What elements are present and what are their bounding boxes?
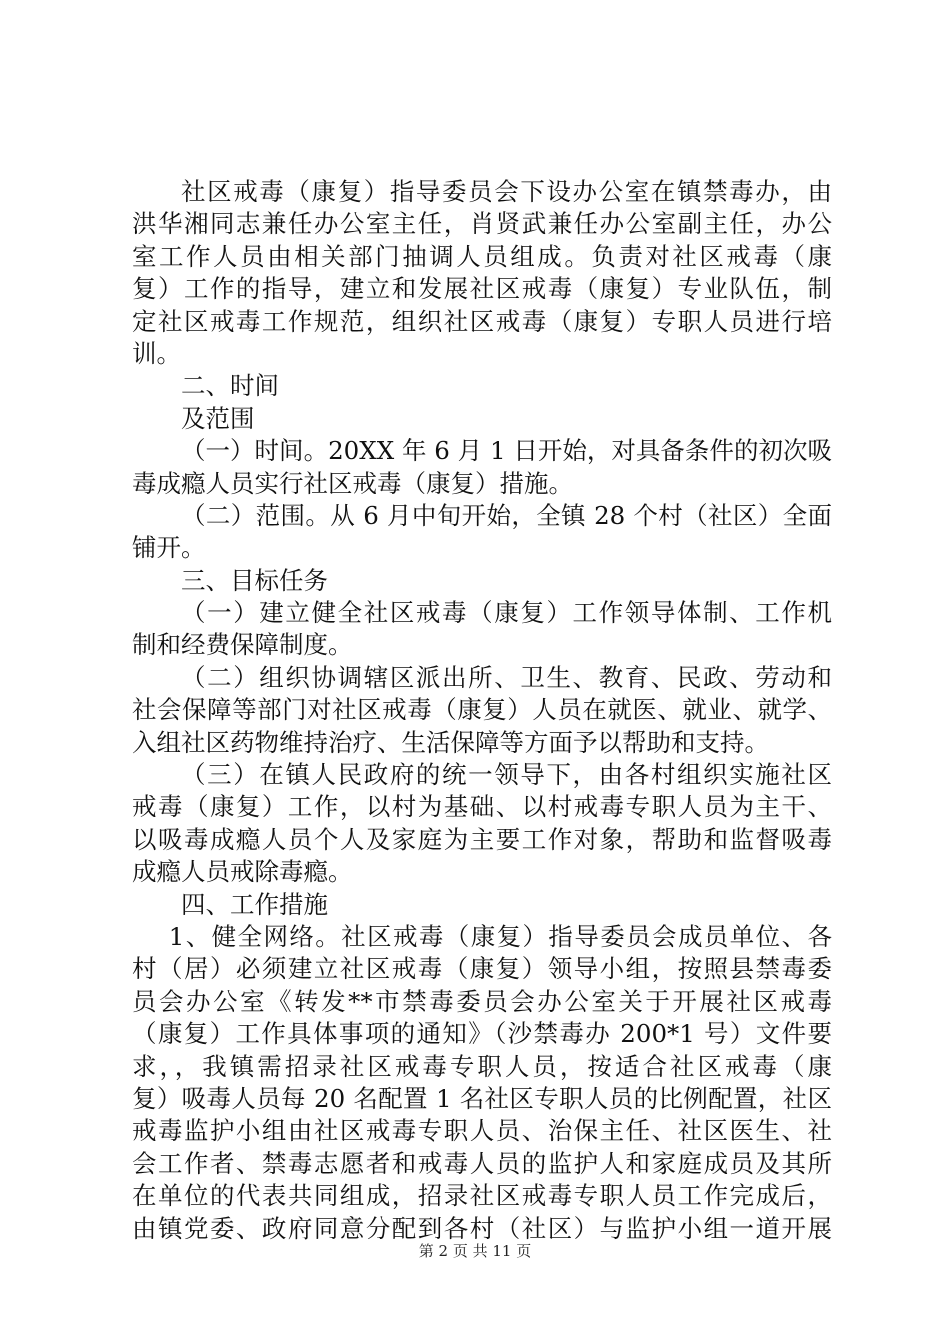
text-line: 成瘾人员戒除毒瘾。 <box>132 857 353 887</box>
text-line: （康复）工作具体事项的通知》（沙禁毒办 200*1 号）文件要 <box>132 1019 832 1049</box>
text-line: 室工作人员由相关部门抽调人员组成。负责对社区戒毒（康 <box>132 241 832 271</box>
text-line: 洪华湘同志兼任办公室主任，肖贤武兼任办公室副主任，办公 <box>132 209 832 239</box>
text-line: （二）范围。从 6 月中旬开始，全镇 28 个村（社区）全面 <box>181 500 832 530</box>
document-body <box>132 176 832 1245</box>
text-line: 制和经费保障制度。 <box>132 630 353 660</box>
text-line: 二、时间 <box>181 371 279 401</box>
text-line: 毒成瘾人员实行社区戒毒（康复）措施。 <box>132 468 573 498</box>
text-line: （一）时间。20XX 年 6 月 1 日开始，对具备条件的初次吸 <box>181 436 832 466</box>
text-line: 以吸毒成瘾人员个人及家庭为主要工作对象，帮助和监督吸毒 <box>132 824 832 854</box>
text-line: 员会办公室《转发**市禁毒委员会办公室关于开展社区戒毒 <box>132 986 832 1016</box>
text-line: 在单位的代表共同组成，招录社区戒毒专职人员工作完成后， <box>132 1181 832 1211</box>
text-line: （三）在镇人民政府的统一领导下，由各村组织实施社区 <box>181 760 832 790</box>
text-line: 三、目标任务 <box>181 565 328 595</box>
text-line: 求，，我镇需招录社区戒毒专职人员，按适合社区戒毒（康 <box>132 1051 832 1081</box>
text-line: 定社区戒毒工作规范，组织社区戒毒（康复）专职人员进行培 <box>132 306 832 336</box>
text-line: 复）工作的指导，建立和发展社区戒毒（康复）专业队伍，制 <box>132 274 832 304</box>
text-line: 入组社区药物维持治疗、生活保障等方面予以帮助和支持。 <box>132 727 769 757</box>
text-line: 社会保障等部门对社区戒毒（康复）人员在就医、就业、就学、 <box>132 695 832 725</box>
text-line: 铺开。 <box>132 533 206 563</box>
text-line: （一）建立健全社区戒毒（康复）工作领导体制、工作机 <box>181 598 832 628</box>
text-line: 四、工作措施 <box>181 889 328 919</box>
text-line: （二）组织协调辖区派出所、卫生、教育、民政、劳动和 <box>181 662 832 692</box>
text-line: 由镇党委、政府同意分配到各村（社区）与监护小组一道开展 <box>132 1213 832 1243</box>
text-line: 训。 <box>132 338 181 368</box>
text-line: 1、健全网络。社区戒毒（康复）指导委员会成员单位、各 <box>168 921 832 951</box>
text-line: 社区戒毒（康复）指导委员会下设办公室在镇禁毒办，由 <box>181 177 832 206</box>
text-line: 复）吸毒人员每 20 名配置 1 名社区专职人员的比例配置，社区 <box>132 1083 832 1113</box>
text-line: 戒毒监护小组由社区戒毒专职人员、治保主任、社区医生、社 <box>132 1116 832 1146</box>
page-footer: 第 2 页 共 11 页 <box>418 1242 532 1260</box>
text-line: 戒毒（康复）工作，以村为基础、以村戒毒专职人员为主干、 <box>132 792 832 822</box>
text-line: 村（居）必须建立社区戒毒（康复）领导小组，按照县禁毒委 <box>132 954 832 984</box>
text-line: 会工作者、禁毒志愿者和戒毒人员的监护人和家庭成员及其所 <box>132 1148 832 1178</box>
text-line: 及范围 <box>181 403 255 433</box>
